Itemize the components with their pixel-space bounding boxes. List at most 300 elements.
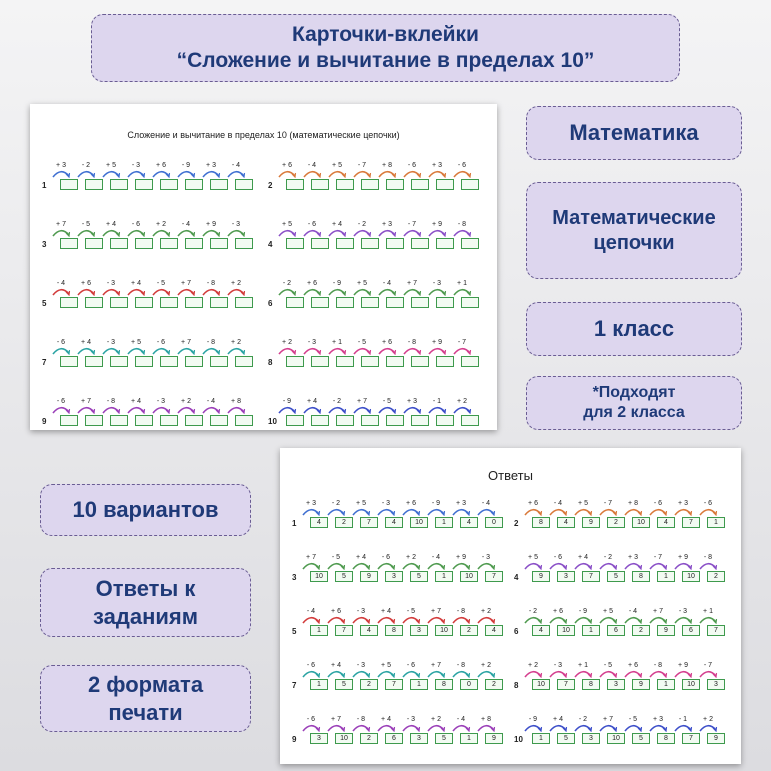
answer-blank[interactable] [135,356,153,367]
answer-blank[interactable] [135,297,153,308]
answer-blank[interactable] [210,415,228,426]
arrow-arc-icon [126,286,146,296]
arrow-arc-icon [376,614,396,624]
answer-blank[interactable] [461,415,479,426]
arrow-arc-icon [648,722,668,732]
answer-box: 10 [435,625,453,636]
arrow-arc-icon [201,227,221,237]
answer-blank[interactable] [85,297,103,308]
answer-box: 3 [410,733,428,744]
arrow-arc-icon [302,404,322,414]
answer-blank[interactable] [311,297,329,308]
answer-blank[interactable] [60,415,78,426]
operation-label: - 8 [703,554,713,561]
answer-blank[interactable] [235,179,253,190]
answer-box: 10 [310,571,328,582]
answer-box: 9 [360,571,378,582]
chain-number: 3 [42,240,47,249]
chain-row [514,662,736,692]
answer-box: 9 [657,625,675,636]
operation-label: - 3 [131,162,141,169]
operation-label: + 2 [231,280,241,287]
arrow-arc-icon [377,286,397,296]
answer-box: 7 [582,571,600,582]
chain-number: 8 [268,358,273,367]
operation-label: - 6 [156,339,166,346]
operation-label: - 8 [106,398,116,405]
arrow-arc-icon [623,722,643,732]
arrow-arc-icon [351,560,371,570]
answers-tag: Ответы к заданиям [40,568,251,637]
answer-blank[interactable] [60,179,78,190]
arrow-arc-icon [426,668,446,678]
answer-blank[interactable] [436,356,454,367]
arrow-arc-icon [326,668,346,678]
operation-label: - 6 [407,162,417,169]
operation-label: - 3 [156,398,166,405]
arrow-arc-icon [648,614,668,624]
arrow-arc-icon [673,614,693,624]
arrow-arc-icon [523,506,543,516]
answer-blank[interactable] [235,238,253,249]
arrow-arc-icon [302,286,322,296]
arrow-arc-icon [302,168,322,178]
answer-box: 5 [557,733,575,744]
arrow-arc-icon [523,668,543,678]
answer-blank[interactable] [461,356,479,367]
operation-label: + 2 [431,716,441,723]
answer-blank[interactable] [110,356,128,367]
answer-blank[interactable] [386,415,404,426]
answer-blank[interactable] [461,238,479,249]
chain-number: 10 [268,417,277,426]
operation-label: + 8 [628,500,638,507]
answer-blank[interactable] [135,179,153,190]
answer-blank[interactable] [110,297,128,308]
chain-row [268,162,494,192]
operation-label: - 5 [81,221,91,228]
answer-blank[interactable] [436,238,454,249]
operation-label: + 7 [331,716,341,723]
answer-blank[interactable] [185,356,203,367]
operation-label: - 5 [603,662,613,669]
answer-blank[interactable] [361,415,379,426]
operation-label: + 5 [381,662,391,669]
arrow-arc-icon [377,227,397,237]
arrow-arc-icon [277,345,297,355]
answer-blank[interactable] [361,238,379,249]
arrow-arc-icon [402,286,422,296]
answer-blank[interactable] [286,415,304,426]
chain-row [268,221,494,251]
arrow-arc-icon [401,506,421,516]
answer-box: 8 [632,571,650,582]
answer-box: 7 [335,625,353,636]
answer-box: 2 [607,517,625,528]
arrow-arc-icon [176,168,196,178]
answer-blank[interactable] [135,238,153,249]
arrow-arc-icon [673,506,693,516]
arrow-arc-icon [351,614,371,624]
operation-label: - 6 [381,554,391,561]
operation-label: - 6 [703,500,713,507]
answer-blank[interactable] [85,179,103,190]
operation-label: - 1 [678,716,688,723]
operation-label: + 6 [156,162,166,169]
answer-blank[interactable] [411,356,429,367]
answer-blank[interactable] [160,415,178,426]
operation-label: - 4 [181,221,191,228]
arrow-arc-icon [598,668,618,678]
answer-box: 2 [335,517,353,528]
operation-label: - 3 [553,662,563,669]
answer-box: 8 [532,517,550,528]
arrow-arc-icon [226,404,246,414]
operation-label: + 5 [106,162,116,169]
operation-label: + 3 [306,500,316,507]
answer-box: 5 [607,571,625,582]
chain-number: 10 [514,735,523,744]
operation-label: - 4 [56,280,66,287]
arrow-arc-icon [573,614,593,624]
answer-box: 3 [310,733,328,744]
arrow-arc-icon [301,722,321,732]
answer-blank[interactable] [386,238,404,249]
answer-blank[interactable] [235,297,253,308]
arrow-arc-icon [176,404,196,414]
answer-box: 1 [410,679,428,690]
operation-label: - 4 [628,608,638,615]
operation-label: - 6 [306,716,316,723]
arrow-arc-icon [427,404,447,414]
arrow-arc-icon [402,227,422,237]
answer-blank[interactable] [60,238,78,249]
arrow-arc-icon [326,560,346,570]
answer-box: 4 [532,625,550,636]
arrow-arc-icon [573,668,593,678]
answer-blank[interactable] [461,297,479,308]
operation-label: + 3 [382,221,392,228]
arrow-arc-icon [301,668,321,678]
answer-blank[interactable] [436,415,454,426]
answer-blank[interactable] [311,179,329,190]
operation-label: - 5 [331,554,341,561]
answer-box: 1 [435,517,453,528]
answer-blank[interactable] [361,179,379,190]
operation-label: - 8 [653,662,663,669]
operation-label: + 7 [181,280,191,287]
operation-label: + 9 [432,339,442,346]
answer-box: 10 [335,733,353,744]
operation-label: - 7 [457,339,467,346]
operation-label: + 5 [332,162,342,169]
answer-blank[interactable] [361,297,379,308]
variants-tag: 10 вариантов [40,484,251,536]
answer-blank[interactable] [411,297,429,308]
operation-label: + 9 [456,554,466,561]
operation-label: + 6 [528,500,538,507]
operation-label: + 3 [432,162,442,169]
operation-label: - 3 [406,716,416,723]
operation-label: + 7 [81,398,91,405]
answer-box: 5 [632,733,650,744]
header-banner [91,14,680,82]
answer-blank[interactable] [411,179,429,190]
arrow-arc-icon [51,227,71,237]
operation-label: - 2 [332,398,342,405]
chain-number: 8 [514,681,519,690]
arrow-arc-icon [301,614,321,624]
answer-box: 4 [310,517,328,528]
answer-blank[interactable] [210,356,228,367]
arrow-arc-icon [451,668,471,678]
operation-label: - 9 [431,500,441,507]
arrow-arc-icon [101,404,121,414]
answer-blank[interactable] [235,415,253,426]
operation-label: + 4 [578,554,588,561]
answer-box: 7 [707,625,725,636]
answer-blank[interactable] [210,179,228,190]
operation-label: + 1 [578,662,588,669]
operation-label: - 5 [628,716,638,723]
grade-note-tag: *Подходят для 2 класса [526,376,742,430]
answer-blank[interactable] [311,415,329,426]
chain-number: 6 [514,627,519,636]
operation-label: + 2 [528,662,538,669]
arrow-arc-icon [402,404,422,414]
answer-blank[interactable] [386,297,404,308]
answer-blank[interactable] [210,238,228,249]
arrow-arc-icon [176,345,196,355]
answer-blank[interactable] [336,297,354,308]
arrow-arc-icon [451,722,471,732]
arrow-arc-icon [598,506,618,516]
answer-box: 7 [360,517,378,528]
answer-blank[interactable] [135,415,153,426]
operation-label: - 8 [407,339,417,346]
arrow-arc-icon [151,404,171,414]
answer-blank[interactable] [386,356,404,367]
answer-box: 7 [385,679,403,690]
arrow-arc-icon [351,722,371,732]
arrow-arc-icon [598,614,618,624]
operation-label: + 6 [81,280,91,287]
chain-number: 2 [268,181,273,190]
operation-label: + 1 [457,280,467,287]
operation-label: - 3 [678,608,688,615]
answer-box: 3 [385,571,403,582]
answer-blank[interactable] [185,297,203,308]
arrow-arc-icon [452,404,472,414]
operation-label: - 9 [332,280,342,287]
answer-blank[interactable] [110,179,128,190]
arrow-arc-icon [351,506,371,516]
arrow-arc-icon [476,668,496,678]
operation-label: + 3 [56,162,66,169]
arrow-arc-icon [376,668,396,678]
answer-blank[interactable] [336,356,354,367]
answer-box: 9 [582,517,600,528]
answer-box: 3 [607,679,625,690]
operation-label: - 3 [381,500,391,507]
answer-blank[interactable] [361,356,379,367]
answer-blank[interactable] [110,238,128,249]
arrow-arc-icon [476,614,496,624]
arrow-arc-icon [76,404,96,414]
arrow-arc-icon [401,560,421,570]
arrow-arc-icon [548,614,568,624]
operation-label: - 4 [481,500,491,507]
arrow-arc-icon [476,560,496,570]
operation-label: + 9 [432,221,442,228]
operation-label: + 7 [431,608,441,615]
answer-blank[interactable] [235,356,253,367]
operation-label: + 2 [231,339,241,346]
arrow-arc-icon [352,168,372,178]
arrow-arc-icon [327,286,347,296]
answer-box: 8 [435,679,453,690]
answer-blank[interactable] [110,415,128,426]
answer-box: 5 [335,571,353,582]
arrow-arc-icon [151,227,171,237]
operation-label: + 1 [332,339,342,346]
operation-label: - 1 [432,398,442,405]
arrow-arc-icon [452,345,472,355]
arrow-arc-icon [151,286,171,296]
answer-sheet [280,448,741,764]
chain-row [42,280,268,310]
answer-box: 10 [607,733,625,744]
answer-box: 0 [460,679,478,690]
operation-label: - 4 [206,398,216,405]
operation-label: - 4 [553,500,563,507]
operation-label: + 8 [231,398,241,405]
answer-blank[interactable] [286,356,304,367]
operation-label: + 7 [306,554,316,561]
chain-row [42,398,268,428]
arrow-arc-icon [698,722,718,732]
arrow-arc-icon [327,404,347,414]
answer-box: 3 [707,679,725,690]
operation-label: + 4 [381,608,391,615]
answer-blank[interactable] [185,238,203,249]
answer-blank[interactable] [160,179,178,190]
operation-label: - 9 [282,398,292,405]
answer-blank[interactable] [386,179,404,190]
answer-blank[interactable] [461,179,479,190]
answer-blank[interactable] [336,415,354,426]
arrow-arc-icon [302,227,322,237]
operation-label: + 3 [628,554,638,561]
answer-blank[interactable] [185,415,203,426]
arrow-arc-icon [302,345,322,355]
arrow-arc-icon [401,668,421,678]
arrow-arc-icon [426,506,446,516]
answer-blank[interactable] [411,238,429,249]
answer-blank[interactable] [311,238,329,249]
operation-label: - 3 [106,339,116,346]
operation-label: - 9 [578,608,588,615]
arrow-arc-icon [548,560,568,570]
answer-blank[interactable] [311,356,329,367]
operation-label: + 8 [382,162,392,169]
arrow-arc-icon [452,286,472,296]
answer-blank[interactable] [336,238,354,249]
operation-label: - 2 [528,608,538,615]
answer-blank[interactable] [286,238,304,249]
answer-blank[interactable] [336,179,354,190]
answer-box: 4 [557,517,575,528]
answer-blank[interactable] [85,415,103,426]
answer-blank[interactable] [160,356,178,367]
answer-blank[interactable] [160,297,178,308]
answer-blank[interactable] [436,179,454,190]
arrow-arc-icon [76,168,96,178]
chain-number: 7 [292,681,297,690]
operation-label: + 5 [528,554,538,561]
operation-label: - 2 [603,554,613,561]
operation-label: - 2 [578,716,588,723]
arrow-arc-icon [426,560,446,570]
chain-number: 1 [42,181,47,190]
chain-row [514,554,736,584]
arrow-arc-icon [598,722,618,732]
arrow-arc-icon [377,345,397,355]
arrow-arc-icon [376,506,396,516]
operation-label: - 3 [481,554,491,561]
answer-box: 10 [682,571,700,582]
answer-blank[interactable] [60,356,78,367]
chain-number: 1 [292,519,297,528]
operation-label: - 6 [56,398,66,405]
operation-label: - 7 [407,221,417,228]
operation-label: + 4 [356,554,366,561]
operation-label: - 2 [81,162,91,169]
arrow-arc-icon [126,345,146,355]
operation-label: - 3 [432,280,442,287]
answer-box: 2 [485,679,503,690]
arrow-arc-icon [451,506,471,516]
answer-blank[interactable] [436,297,454,308]
operation-label: - 4 [307,162,317,169]
answer-blank[interactable] [411,415,429,426]
answer-blank[interactable] [286,297,304,308]
operation-label: - 3 [356,662,366,669]
arrow-arc-icon [427,286,447,296]
answer-blank[interactable] [85,238,103,249]
operation-label: + 2 [282,339,292,346]
answer-blank[interactable] [286,179,304,190]
answer-blank[interactable] [85,356,103,367]
answer-box: 9 [485,733,503,744]
answer-box: 3 [410,625,428,636]
arrow-arc-icon [51,286,71,296]
arrow-arc-icon [126,227,146,237]
answer-blank[interactable] [160,238,178,249]
answer-blank[interactable] [210,297,228,308]
arrow-arc-icon [327,227,347,237]
answer-blank[interactable] [185,179,203,190]
arrow-arc-icon [51,168,71,178]
operation-label: - 3 [307,339,317,346]
arrow-arc-icon [326,614,346,624]
operation-label: + 6 [382,339,392,346]
arrow-arc-icon [226,227,246,237]
arrow-arc-icon [76,286,96,296]
answer-box: 9 [707,733,725,744]
answer-blank[interactable] [60,297,78,308]
operation-label: + 6 [282,162,292,169]
